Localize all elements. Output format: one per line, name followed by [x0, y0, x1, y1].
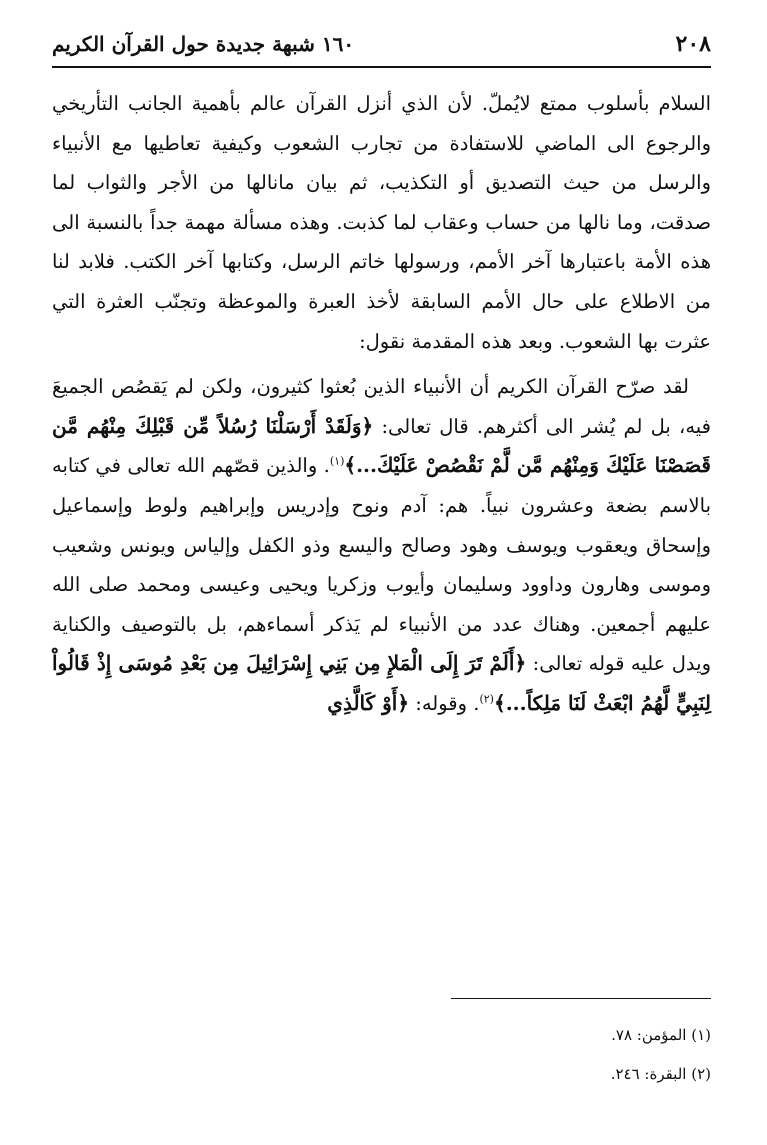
quran-verse: ﴿أَوْ كَالَّذِي	[327, 690, 410, 715]
footnotes	[52, 1016, 711, 1094]
footnote-reference: (١)	[329, 454, 345, 468]
paragraph-prophets	[52, 367, 711, 723]
footnote-divider	[451, 998, 711, 999]
footnote-reference: (٢)	[479, 692, 494, 706]
footnote: (١) المؤمن: ٧٨.	[611, 1026, 711, 1044]
paragraph-text: لقد صرّح القرآن الكريم أن الأنبياء الذين بُعثوا كثيرون، ولكن لم يَقصُص الجميعَ فيه، بل لم يُشر الى أكثرهم. قال تعالى:	[52, 375, 711, 438]
page-number: ٢٠٨	[675, 31, 711, 57]
page-header	[52, 22, 711, 68]
footnote: (٢) البقرة: ٢٤٦.	[610, 1065, 711, 1083]
paragraph-intro: السلام بأسلوب ممتع لايُملّ. لأن الذي أنزل القرآن عالم بأهمية الجانب التأريخي والرجوع الى الماضي للاستفادة من تجارب الشعوب وكيفية تعاطيها مع الأنبياء والرسل من حيث التصديق أو التكذيب، ثم بيان مانالها من الأجر والثواب لما صدقت، وما نالها من حساب وعقاب لما كذبت. وهذه مسألة مهمة جداً بالنسبة الى هذه الأمة باعتبارها آخر الأمم، ورسولها خاتم الرسل، وكتابها آخر الكتب. فلابد لنا من الاطلاع على حال الأمم السابقة لأخذ العبرة والموعظة وتجنّب العثرة التي عثرت بها الشعوب. وبعد هذه المقدمة نقول:	[52, 92, 711, 353]
running-title: ١٦٠ شبهة جديدة حول القرآن الكريم	[52, 32, 355, 56]
quran-verse: ﴿أَلَمْ تَرَ إِلَى الْمَلإِ مِن بَنِي إِسْرَائِيلَ مِن بَعْدِ مُوسَى إِذْ قَالُواْ لِنَبِيٍّ لَّهُمُ ابْعَثْ لَنَا مَلِكاً...﴾	[52, 651, 711, 715]
paragraph-text: . والذين قصّهم الله تعالى في كتابه بالاسم بضعة وعشرون نبياً. هم: آدم ونوح وإدريس وإبراهيم ولوط وإسماعيل وإسحاق ويعقوب ويوسف وهود وصالح واليسع وذو الكفل وإلياس ويونس وشعيب وموسى وهارون وداوود وسليمان وأيوب وزكريا ويحيى وعيسى ومحمد صلى الله عليهم أجمعين. وهناك عدد من الأنبياء لم يَذكر أسماءهم، بل بالتوصيف والكناية ويدل عليه قوله تعالى:	[52, 454, 711, 676]
quran-verse: ﴿وَلَقَدْ أَرْسَلْنَا رُسُلاً مِّن قَبْلِكَ مِنْهُم مَّن قَصَصْنَا عَلَيْكَ وَمِنْهُم مَّن لَّمْ نَقْصُصْ عَلَيْكَ...﴾	[52, 413, 711, 478]
paragraph-text: . وقوله:	[415, 691, 480, 715]
body-text	[52, 84, 711, 724]
